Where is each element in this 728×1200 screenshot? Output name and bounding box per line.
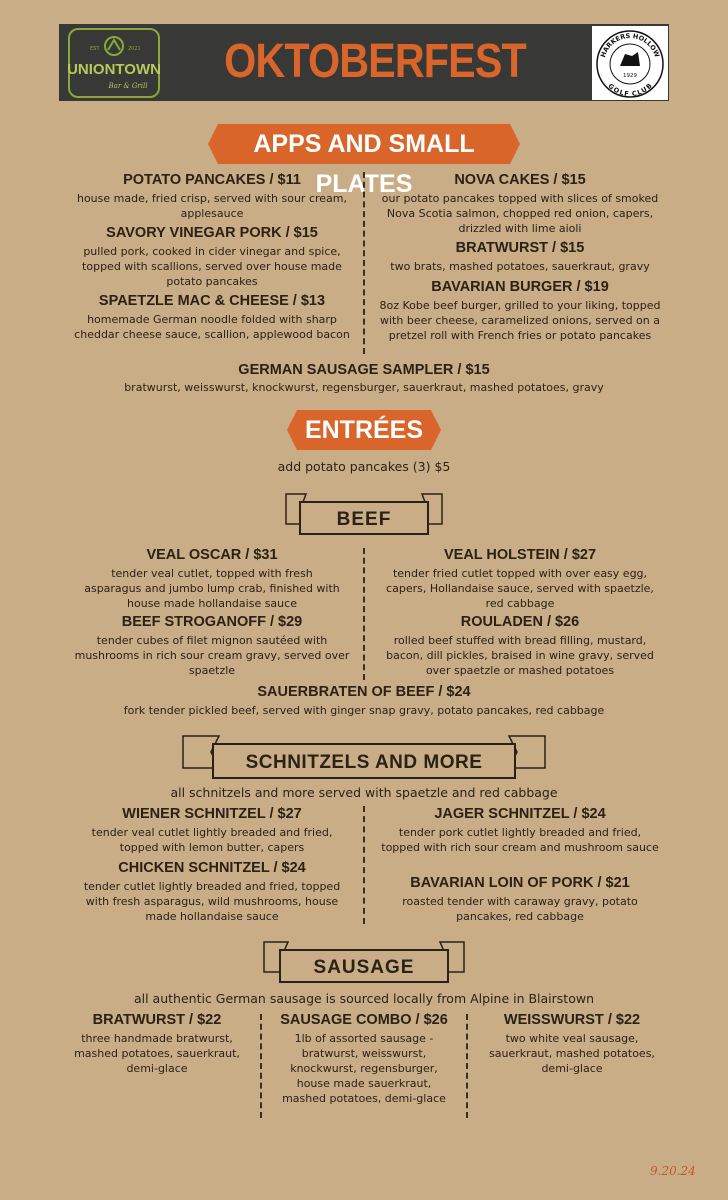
menu-item-desc: 8oz Kobe beef burger, grilled to your liking, topped with beer cheese, caramelized onions, served on a pretzel roll with French fries or potato pancakes (379, 299, 661, 342)
menu-item-desc: two brats, mashed potatoes, sauerkraut, gravy (390, 260, 650, 273)
menu-item-desc: pulled pork, cooked in cider vinegar and spice, topped with scallions, served over house made potato pancakes (82, 245, 342, 288)
menu-item-desc: tender veal cutlet, topped with fresh asparagus and jumbo lump crab, finished with house made hollandaise sauce (84, 567, 340, 610)
apps-banner-tail-left (208, 124, 218, 164)
beef-divider (363, 548, 365, 680)
menu-item-name: BEEF STROGANOFF / $29 (121, 614, 303, 630)
menu-item-desc: two white veal sausage, sauerkraut, mashed potatoes, demi-glace (489, 1032, 655, 1075)
menu-item-desc: homemade German noodle folded with sharp cheddar cheese sauce, scallion, applewood bacon (74, 313, 350, 341)
menu-item-name: SAVORY VINEGAR PORK / $15 (106, 225, 318, 241)
logo-est-right: 2021 (128, 46, 141, 52)
menu-item-name: BRATWURST / $22 (92, 1012, 222, 1028)
menu-item-name: SAUERBRATEN OF BEEF / $24 (257, 684, 471, 700)
menu-item-desc: tender cubes of filet mignon sautéed with mushrooms in rich sour cream gravy, served over spaetzle (74, 634, 350, 677)
menu-item-name: ROULADEN / $26 (460, 614, 580, 630)
menu-item-desc: roasted tender with caraway gravy, potato pancakes, red cabbage (402, 895, 638, 923)
logo-right-name: HARKERS HOLLOW (598, 31, 662, 59)
menu-item-name: BRATWURST / $15 (455, 240, 585, 256)
apps-divider (363, 172, 365, 354)
menu-item-name: WEISSWURST / $22 (503, 1012, 641, 1028)
menu-item-desc: house made, fried crisp, served with sour cream, applesauce (76, 192, 347, 220)
menu-item-name: CHICKEN SCHNITZEL / $24 (118, 860, 306, 876)
schnitzels-divider (363, 806, 365, 924)
menu-item-desc: three handmade bratwurst, mashed potatoes, sauerkraut, demi-glace (74, 1032, 240, 1075)
entrees-section-title: ENTRÉES (297, 410, 431, 450)
logo-right-year: 1929 (623, 73, 637, 79)
sausage-divider-1 (260, 1014, 262, 1118)
menu-item-desc: our potato pancakes topped with slices of smoked Nova Scotia salmon, chopped red onion, capers, drizzled with lime aioli (381, 192, 659, 235)
menu-item-name: SPAETZLE MAC & CHEESE / $13 (98, 293, 326, 309)
menu-item-name: VEAL HOLSTEIN / $27 (443, 547, 597, 563)
sausage-section-title: SAUSAGE (313, 957, 415, 978)
logo-tagline: Bar & Grill (108, 82, 148, 90)
schnitzels-section-title: SCHNITZELS AND MORE (245, 752, 483, 773)
menu-item-desc: bratwurst, weisswurst, knockwurst, regensburger, sauerkraut, mashed potatoes, gravy (124, 381, 604, 394)
schnitzels-note: all schnitzels and more served with spaetzle and red cabbage (170, 785, 558, 800)
sausage-note: all authentic German sausage is sourced locally from Alpine in Blairstown (133, 991, 595, 1006)
menu-item-name: SAUSAGE COMBO / $26 (280, 1012, 448, 1028)
logo-right-sub: GOLF CLUB (606, 81, 654, 99)
menu-item-name: POTATO PANCAKES / $11 (123, 172, 301, 188)
entrees-banner-tail-right (431, 410, 441, 450)
menu-item-name: VEAL OSCAR / $31 (146, 547, 278, 563)
uniontown-logo (68, 28, 160, 98)
menu-item-name: BAVARIAN BURGER / $19 (431, 279, 609, 295)
page-title: OKTOBERFEST (224, 35, 526, 88)
menu-item-desc: tender veal cutlet lightly breaded and fried, topped with lemon butter, capers (91, 826, 333, 854)
sausage-divider-2 (466, 1014, 468, 1118)
entrees-banner-tail-left (287, 410, 297, 450)
menu-item-name: GERMAN SAUSAGE SAMPLER / $15 (238, 362, 490, 378)
menu-item-name: NOVA CAKES / $15 (454, 172, 586, 188)
menu-item-desc: tender pork cutlet lightly breaded and fried, topped with rich sour cream and mushroom sauce (381, 826, 659, 854)
menu-date: 9.20.24 (650, 1164, 696, 1178)
menu-item-desc: 1lb of assorted sausage - bratwurst, weisswurst, knockwurst, regensburger, house made sauerkraut, mashed potatoes, demi-glace (282, 1032, 446, 1105)
apps-banner-tail-right (510, 124, 520, 164)
menu-item-desc: tender cutlet lightly breaded and fried, topped with fresh asparagus, wild mushrooms, house made hollandaise sauce (83, 880, 341, 923)
logo-est-left: EST. (90, 46, 101, 52)
logo-name: UNIONTOWN (68, 61, 160, 78)
entrees-note: add potato pancakes (3) $5 (277, 459, 451, 474)
harkers-hollow-logo (592, 26, 668, 100)
beef-section-title: BEEF (336, 509, 392, 530)
menu-item-desc: fork tender pickled beef, served with ginger snap gravy, potato pancakes, red cabbage (123, 704, 605, 717)
menu-item-name: JAGER SCHNITZEL / $24 (434, 806, 606, 822)
menu-item-name: BAVARIAN LOIN OF PORK / $21 (410, 875, 630, 891)
menu-item-name: WIENER SCHNITZEL / $27 (122, 806, 302, 822)
menu-item-desc: rolled beef stuffed with bread filling, mustard, bacon, dill pickles, braised in wine gravy, served over spaetzle or mashed potatoes (386, 634, 654, 677)
menu-item-desc: tender fried cutlet topped with over easy egg, capers, Hollandaise sauce, served with spaetzle, red cabbage (386, 567, 654, 610)
apps-section-title: APPS AND SMALL PLATES (218, 124, 510, 164)
